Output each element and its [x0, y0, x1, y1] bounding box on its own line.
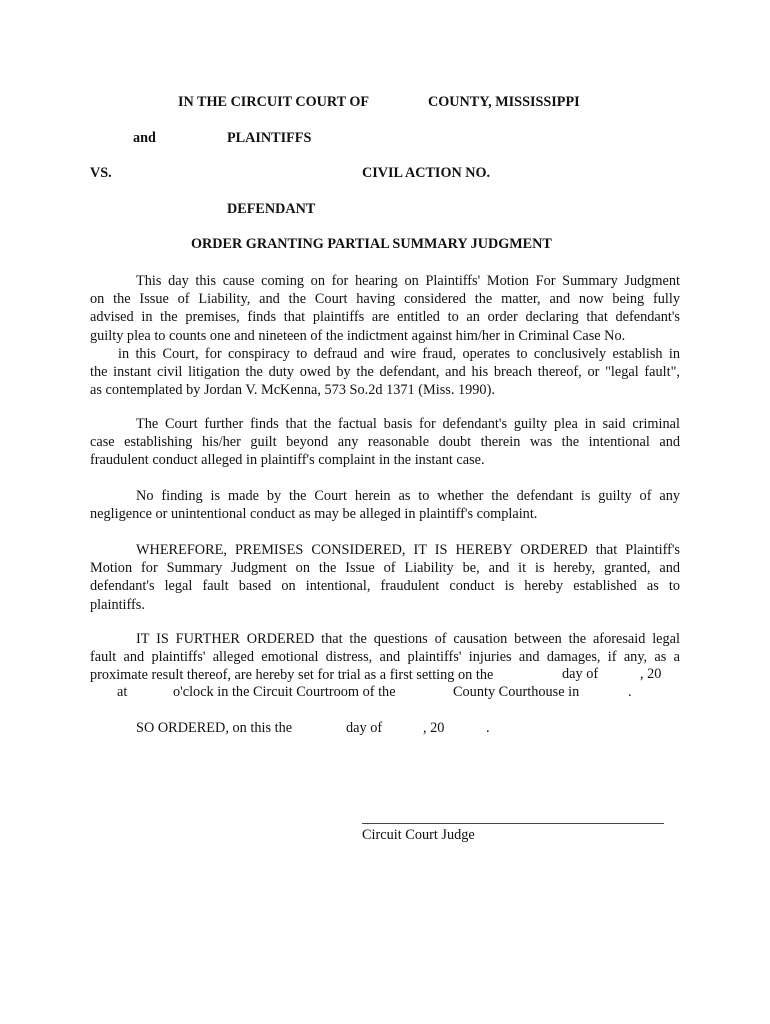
so-ordered-period: .	[486, 720, 490, 736]
paragraph-line: The Court further finds that the factual basis for defendant's guilty plea in said criminal	[136, 416, 680, 432]
trial-at: at	[117, 684, 128, 700]
paragraph-factual-basis	[90, 415, 680, 470]
document-title: ORDER GRANTING PARTIAL SUMMARY JUDGMENT	[191, 236, 552, 252]
paragraph-line: plaintiffs.	[90, 596, 145, 613]
paragraph-line: fault and plaintiffs' alleged emotional distress, and plaintiffs' injuries and damages, if any, as a	[90, 649, 680, 666]
trial-oclock: o'clock in the Circuit Courtroom of the	[173, 684, 396, 700]
paragraph-line: case establishing his/her guilt beyond any reasonable doubt therein was the intentional and	[90, 434, 680, 451]
versus-label: VS.	[90, 165, 112, 181]
paragraph-line: Motion for Summary Judgment on the Issue of Liability be, and it is hereby, granted, and	[90, 560, 680, 577]
so-ordered-day-of: day of	[346, 720, 383, 736]
signature-label: Circuit Court Judge	[362, 827, 475, 843]
paragraph-findings	[90, 272, 680, 399]
signature-line	[362, 823, 664, 824]
paragraph-line: This day this cause coming on for hearing on Plaintiffs' Motion For Summary Judgment	[136, 273, 680, 289]
county-state: COUNTY, MISSISSIPPI	[428, 94, 580, 110]
paragraph-wherefore	[90, 541, 680, 614]
paragraph-line: in this Court, for conspiracy to defraud and wire fraud, operates to conclusively establish in	[118, 345, 680, 362]
court-name: IN THE CIRCUIT COURT OF	[178, 94, 370, 110]
paragraph-line: guilty plea to counts one and nineteen of the indictment against him/her in Criminal Case No.	[90, 327, 626, 344]
paragraph-line: IT IS FURTHER ORDERED that the questions of causation between the aforesaid legal	[136, 631, 680, 647]
trial-period: .	[628, 684, 632, 700]
paragraph-line: No finding is made by the Court herein as to whether the defendant is guilty of any	[136, 488, 680, 504]
paragraph-line: proximate result thereof, are hereby set for trial as a first setting on the	[90, 667, 494, 684]
so-ordered-text: SO ORDERED, on this the	[136, 720, 293, 736]
paragraph-line: defendant's legal fault based on intentional, fraudulent conduct is hereby established as to	[90, 578, 680, 595]
paragraph-line: negligence or unintentional conduct as may be alleged in plaintiff's complaint.	[90, 506, 538, 523]
paragraph-line: as contemplated by Jordan V. McKenna, 573 So.2d 1371 (Miss. 1990).	[90, 382, 495, 399]
so-ordered-year-prefix: , 20	[423, 720, 445, 736]
defendant-label: DEFENDANT	[227, 201, 316, 217]
civil-action-label: CIVIL ACTION NO.	[362, 165, 491, 181]
trial-courthouse: County Courthouse in	[453, 684, 580, 700]
paragraph-line: on the Issue of Liability, and the Court having considered the matter, and now being fully	[90, 291, 680, 308]
plaintiffs-label: PLAINTIFFS	[227, 130, 312, 146]
paragraph-line: advised in the premises, finds that plaintiffs are entitled to an order declaring that defendant's	[90, 309, 680, 326]
trial-day-of: day of	[562, 666, 599, 682]
trial-year-prefix: , 20	[640, 666, 662, 682]
paragraph-line: WHEREFORE, PREMISES CONSIDERED, IT IS HEREBY ORDERED that Plaintiff's	[136, 542, 680, 558]
and-word: and	[133, 130, 156, 146]
paragraph-no-finding	[90, 487, 680, 523]
paragraph-line: the instant civil litigation the duty owed by the defendant, and his breach thereof, or "legal fault",	[90, 364, 680, 381]
paragraph-line: fraudulent conduct alleged in plaintiff's complaint in the instant case.	[90, 452, 485, 469]
